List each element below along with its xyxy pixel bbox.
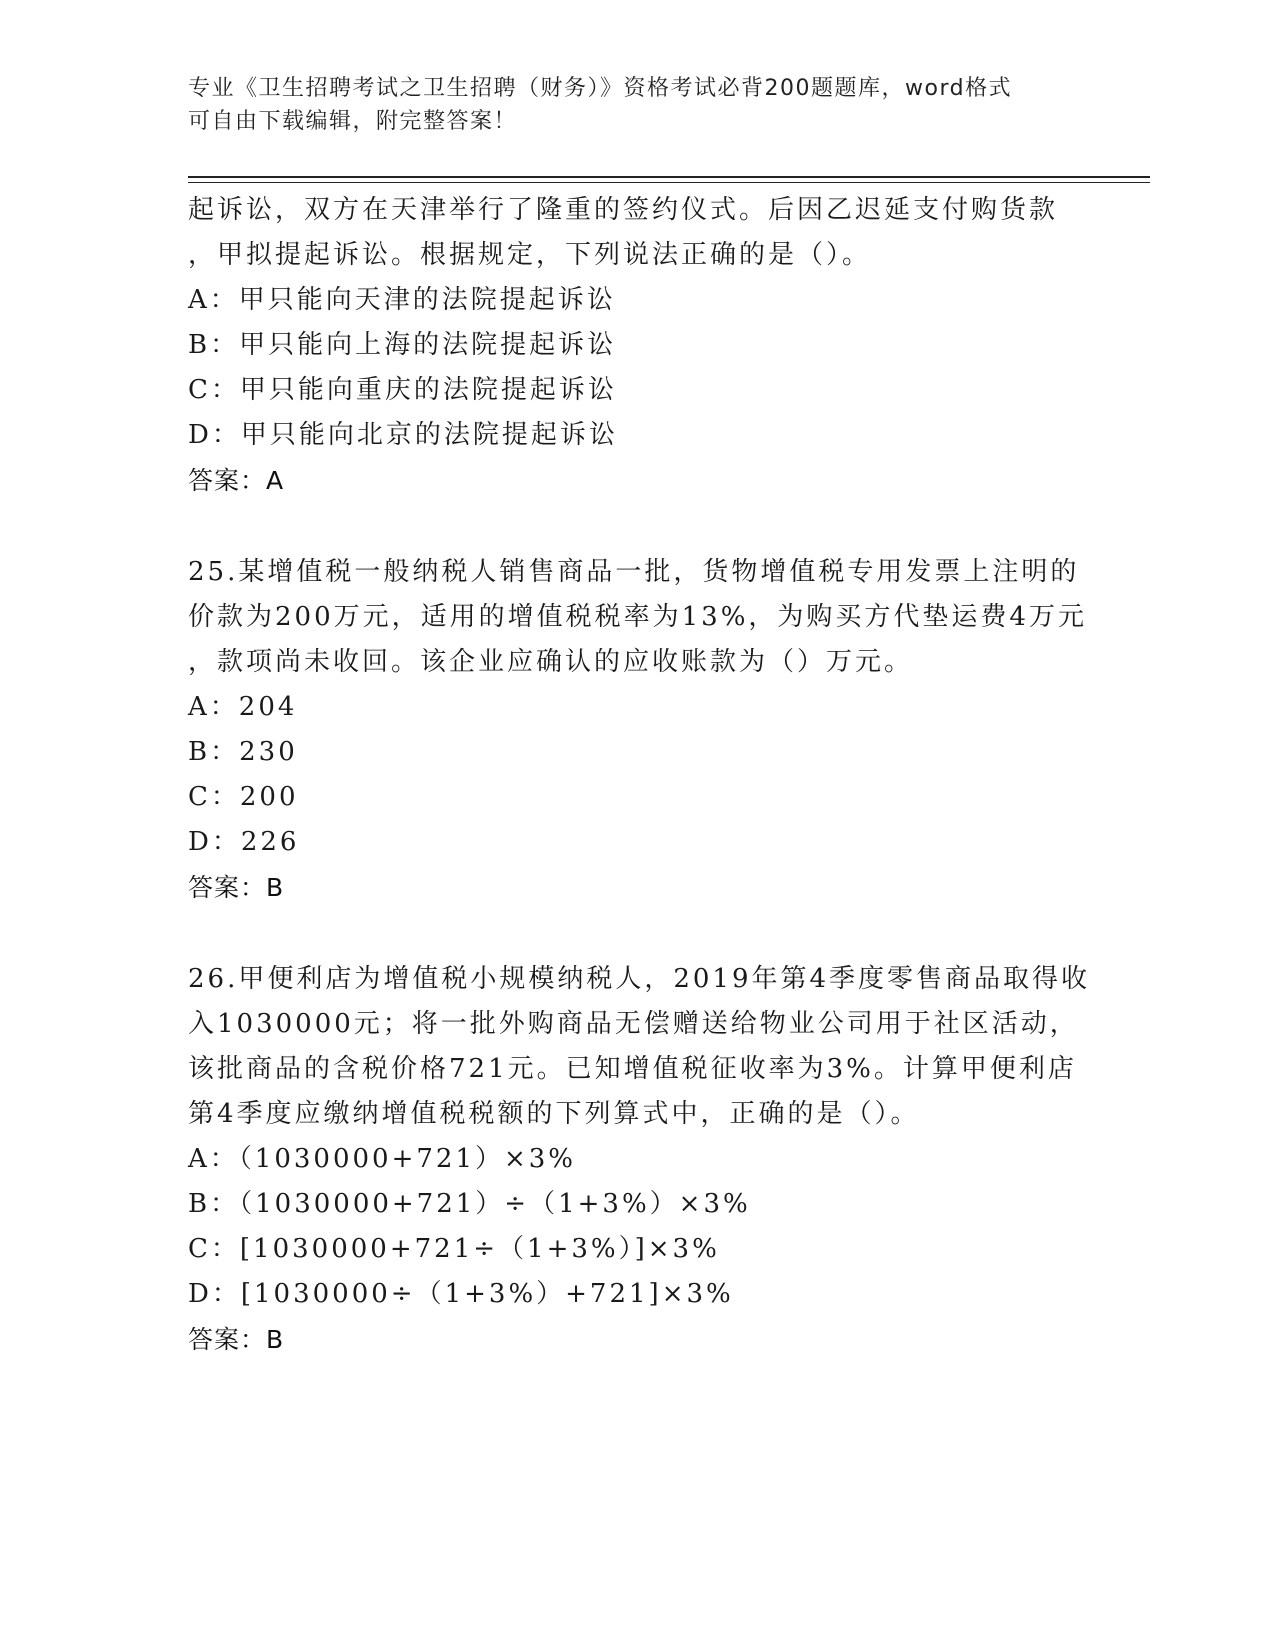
header-divider-thick: [188, 176, 1150, 178]
question-list: [188, 188, 1091, 1409]
question-text-line: 该批商品的含税价格721元。已知增值税征收率为3%。计算甲便利店: [188, 1054, 1077, 1084]
option-b: B：（1030000+721）÷（1+3%）×3%: [188, 1189, 751, 1219]
question-text-line: 第4季度应缴纳增值税税额的下列算式中，正确的是（）。: [188, 1099, 920, 1129]
question-text-line: 起诉讼，双方在天津举行了隆重的签约仪式。后因乙迟延支付购货款: [188, 195, 1059, 225]
option-d: D：226: [188, 827, 300, 857]
header-line-1: 专业《卫生招聘考试之卫生招聘（财务）》资格考试必背200题题库，word格式: [188, 76, 1013, 101]
question-text-line: 26.甲便利店为增值税小规模纳税人，2019年第4季度零售商品取得收: [188, 964, 1091, 994]
question-text-line: 价款为200万元，适用的增值税税率为13%，为购买方代垫运费4万元: [188, 602, 1087, 632]
option-d: D：[1030000÷（1+3%）+721]×3%: [188, 1279, 734, 1309]
document-header: [188, 72, 1088, 138]
option-a: A：（1030000+721）×3%: [188, 1144, 577, 1174]
option-c: C：200: [188, 782, 299, 812]
option-c: C：甲只能向重庆的法院提起诉讼: [188, 375, 617, 405]
question-text-line: 入1030000元；将一批外购商品无偿赠送给物业公司用于社区活动，: [188, 1009, 1079, 1039]
question-text-line: ，甲拟提起诉讼。根据规定，下列说法正确的是（）。: [188, 240, 872, 270]
header-divider-thin: [188, 182, 1150, 183]
question-26: [188, 957, 1091, 1362]
header-line-2: 可自由下载编辑，附完整答案！: [188, 109, 518, 134]
question-25: [188, 550, 1088, 910]
option-d: D：甲只能向北京的法院提起诉讼: [188, 420, 618, 450]
option-a: A：甲只能向天津的法院提起诉讼: [188, 285, 616, 315]
question-text-line: ，款项尚未收回。该企业应确认的应收账款为（）万元。: [188, 647, 914, 677]
option-a: A：204: [188, 692, 298, 722]
option-b: B：甲只能向上海的法院提起诉讼: [188, 330, 617, 360]
question-text-line: 25.某增值税一般纳税人销售商品一批，货物增值税专用发票上注明的: [188, 557, 1080, 587]
option-c: C：[1030000+721÷（1+3%）]×3%: [188, 1234, 720, 1264]
answer-label: 答案：B: [188, 1325, 285, 1354]
answer-label: 答案：A: [188, 466, 285, 495]
option-b: B：230: [188, 737, 298, 767]
answer-label: 答案：B: [188, 873, 285, 902]
question-24-continued: [188, 188, 1088, 503]
